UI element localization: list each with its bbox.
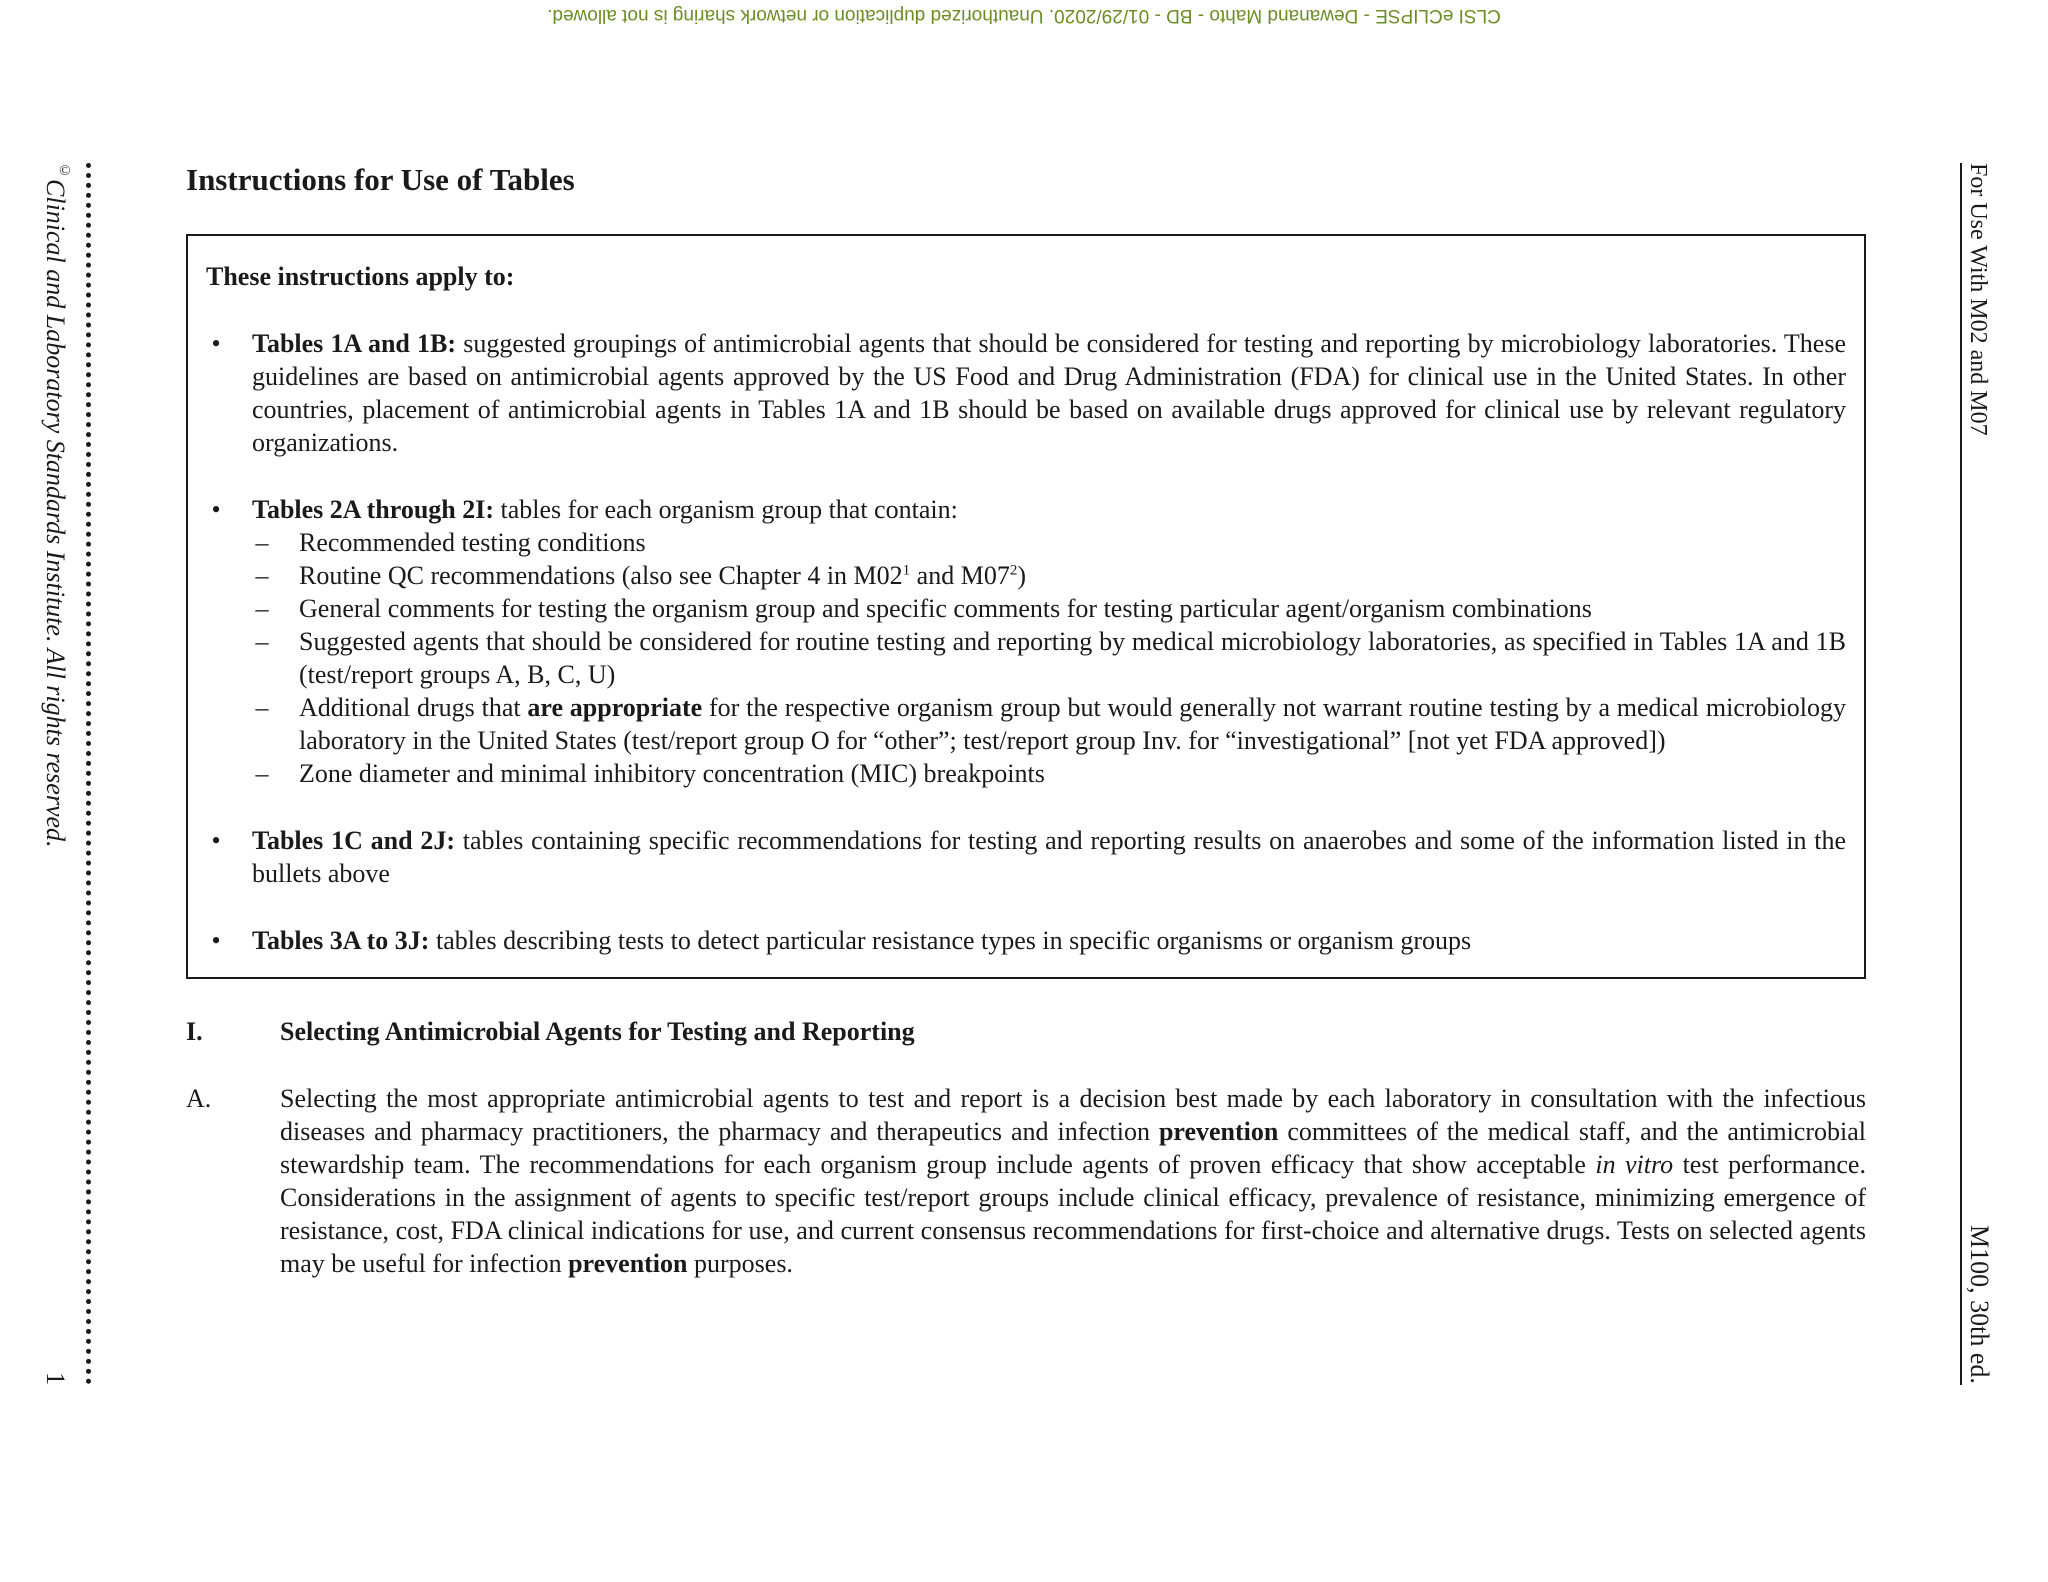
bullet-icon: • — [211, 495, 221, 524]
bullet-icon: • — [211, 926, 221, 955]
sub-item-qc — [252, 559, 1846, 592]
sub-item-text: Zone diameter and minimal inhibitory concentration (MIC) breakpoints — [299, 759, 1045, 788]
bullet-tables-2a-2i — [206, 493, 1846, 790]
sub-item-text: Suggested agents that should be considered for routine testing and reporting by medical microbiology laboratories, as specified in Tables 1A and 1B (test/report groups A, B, C, U) — [299, 627, 1846, 689]
paragraph-emphasis: prevention — [568, 1249, 688, 1278]
paragraph-text — [280, 1082, 1866, 1280]
dash-icon: – — [255, 627, 269, 656]
bullet-icon: • — [211, 329, 221, 358]
page-content — [186, 160, 1866, 1280]
sub-item-general-comments — [252, 592, 1846, 625]
bullet-tables-1a-1b — [206, 327, 1846, 459]
left-dotted-rule — [86, 163, 91, 1385]
copyright-text: Clinical and Laboratory Standards Institute. All rights reserved. — [41, 179, 70, 848]
bullet-lead: Tables 1A and 1B: — [252, 329, 457, 358]
bullet-lead: Tables 1C and 2J: — [252, 826, 455, 855]
sub-item-text: General comments for testing the organism group and specific comments for testing particular agent/organism combinations — [299, 594, 1592, 623]
sub-item-additional-drugs — [252, 691, 1846, 757]
paragraph-letter: A. — [186, 1084, 212, 1113]
page-title: Instructions for Use of Tables — [186, 162, 575, 197]
running-header-standards: For Use With M02 and M07 — [1965, 163, 1991, 436]
right-rule — [1960, 163, 1962, 1385]
sub-item-emphasis: are appropriate — [527, 693, 703, 722]
page-number: 1 — [41, 1372, 70, 1385]
copyright-notice — [40, 163, 73, 848]
instructions-box — [186, 234, 1866, 979]
section-heading — [186, 1015, 1866, 1048]
dash-icon: – — [255, 561, 269, 590]
copyright-symbol: © — [56, 163, 73, 179]
section-title: Selecting Antimicrobial Agents for Testing and Reporting — [280, 1017, 915, 1046]
sub-item-text: Routine QC recommendations (also see Chapter 4 in M02 — [299, 561, 903, 590]
sub-item-text: Recommended testing conditions — [299, 528, 646, 557]
section-numeral: I. — [186, 1017, 203, 1046]
bullet-text: suggested groupings of antimicrobial agents that should be considered for testing and reporting by microbiology laboratories. These guidelines are based on antimicrobial agents approved by the US Food and Drug Administration (FDA) for clinical use in the United States. In other countries, placement of antimicrobial agents in Tables 1A and 1B should be based on available drugs approved for clinical use by relevant regulatory organizations. — [252, 329, 1846, 457]
bullet-text: tables containing specific recommendations for testing and reporting results on anaerobes and some of the information listed in the bullets above — [252, 826, 1846, 888]
bullet-lead: Tables 3A to 3J: — [252, 926, 430, 955]
paragraph-run: committees of the medical staff, and the antimicrobial stewardship team. The recommendations for each organism group include agents of proven efficacy that show acceptable — [280, 1117, 1866, 1179]
sub-item-text: ) — [1017, 561, 1027, 590]
bullet-text: tables describing tests to detect particular resistance types in specific organisms or organism groups — [429, 926, 1472, 955]
paragraph-run: purposes. — [687, 1249, 793, 1278]
dash-icon: – — [255, 759, 269, 788]
box-heading: These instructions apply to: — [206, 262, 515, 291]
watermark: CLSI eCLIPSE - Dewanand Mahto - BD - 01/29/2020. Unauthorized duplication or network sharing is not allowed. — [547, 5, 1501, 26]
paragraph-italic: in vitro — [1595, 1150, 1674, 1179]
running-header-edition: M100, 30th ed. — [1965, 1225, 1994, 1384]
dash-icon: – — [255, 594, 269, 623]
footnote-ref: 1 — [902, 562, 911, 579]
bullet-tables-3a-3j — [206, 924, 1846, 957]
paragraph-a — [186, 1082, 1866, 1280]
paragraph-run: Selecting the most appropriate antimicrobial agents to test and report is a decision best made by each laboratory in consultation with the infectious diseases and pharmacy practitioners, the pharmacy and therapeutics and infection — [280, 1084, 1866, 1146]
sub-list — [252, 526, 1846, 790]
footnote-ref: 2 — [1009, 562, 1018, 579]
sub-item-text: and M07 — [910, 561, 1010, 590]
sub-item-text: for the respective organism group but would generally not warrant routine testing by a medical microbiology laboratory in the United States (test/report group O for “other”; test/report group Inv. for “investigational” [not yet FDA approved]) — [299, 693, 1846, 755]
bullet-tables-1c-2j — [206, 824, 1846, 890]
paragraph-run: test performance. Considerations in the assignment of agents to specific test/report groups include clinical efficacy, prevalence of resistance, minimizing emergence of resistance, cost, FDA clinical indications for use, and current consensus recommendations for first-choice and alternative drugs. Tests on selected agents may be useful for infection — [280, 1150, 1866, 1278]
sub-item-breakpoints — [252, 757, 1846, 790]
bullet-lead: Tables 2A through 2I: — [252, 495, 495, 524]
sub-item-suggested-agents — [252, 625, 1846, 691]
sub-item-text: Additional drugs that — [299, 693, 528, 722]
paragraph-emphasis: prevention — [1158, 1117, 1279, 1146]
sub-item-testing-conditions — [252, 526, 1846, 559]
dash-icon: – — [255, 528, 269, 557]
dash-icon: – — [255, 693, 269, 722]
bullet-icon: • — [211, 826, 221, 855]
bullet-text: tables for each organism group that contain: — [494, 495, 958, 524]
